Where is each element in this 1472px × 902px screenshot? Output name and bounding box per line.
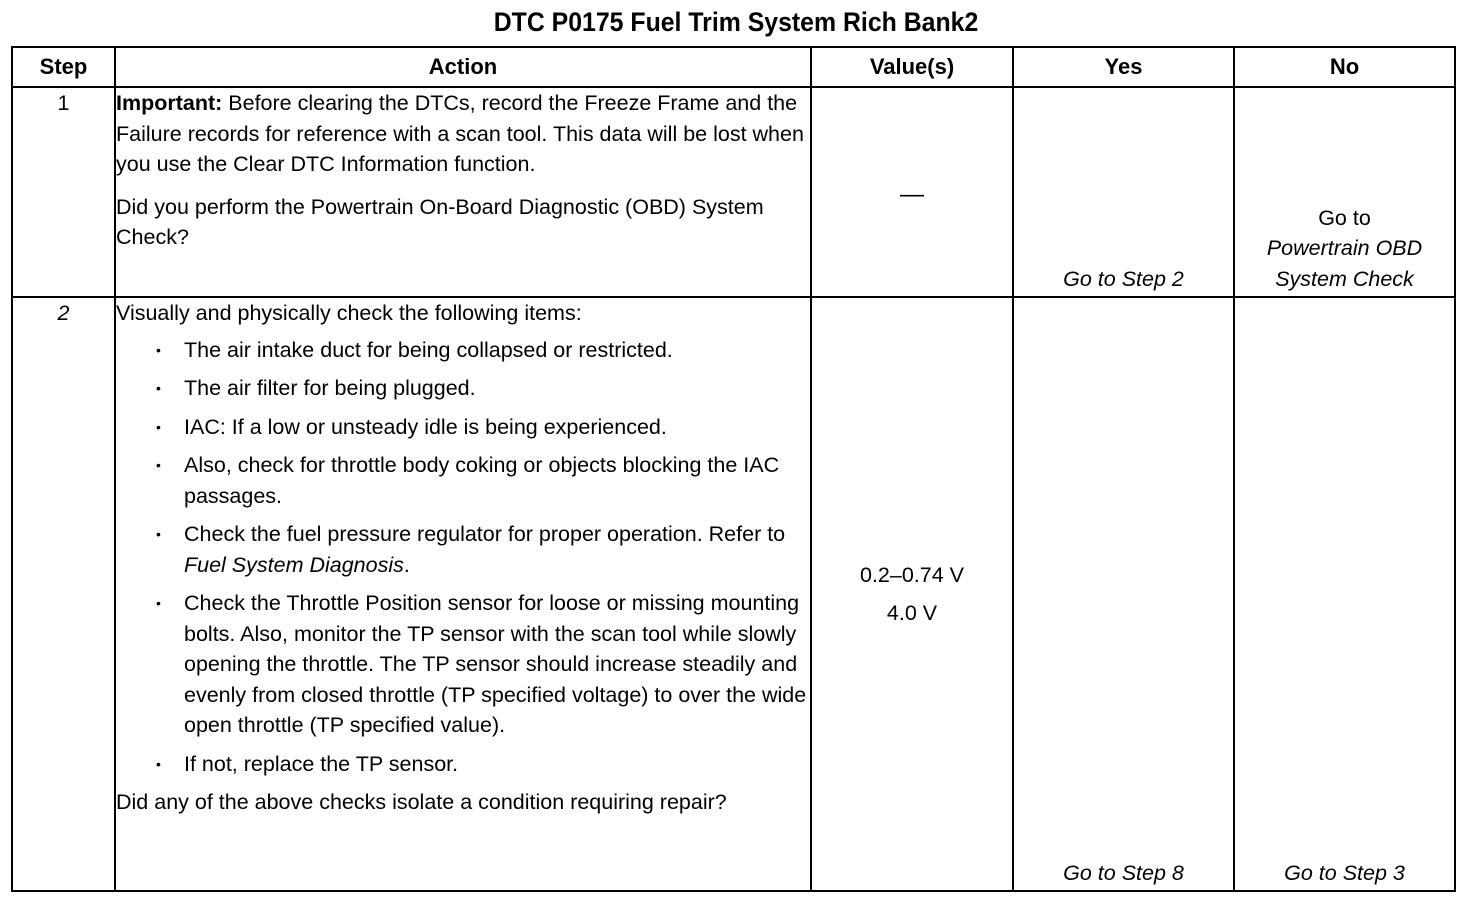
header-yes: Yes [1013,47,1234,87]
diagnostic-table [11,46,1456,892]
no-goto-prefix: Go to [1318,205,1371,230]
value-tp-voltage: 4.0 V [886,601,938,625]
no-cell [1234,297,1455,891]
check-list [116,335,810,780]
value-dash: — [900,181,924,208]
important-text: Before clearing the DTCs, record the Freeze Frame and the Failure records for reference with a scan tool. This data will be lost when you use the Clear DTC Information function. [116,91,804,176]
important-label: Important: [116,91,223,115]
yes-goto-link[interactable]: Go to Step 8 [1063,860,1184,885]
check-item-text: Check the fuel pressure regulator for proper operation. Refer to [184,522,786,546]
no-goto-link[interactable]: Powertrain OBD System Check [1266,236,1423,291]
header-step: Step [12,47,115,87]
important-note [116,88,810,180]
no-goto [1235,203,1454,295]
check-item: • The air intake duct for being collapsed or restricted. [184,335,810,366]
value-cell [811,297,1013,891]
step-intro: Visually and physically check the following items: [116,301,582,325]
fuel-system-diagnosis-link[interactable]: Fuel System Diagnosis [184,552,404,577]
value-tp-voltage-range: 0.2–0.74 V [859,563,964,587]
check-item: • If not, replace the TP sensor. [184,749,810,780]
page-title: DTC P0175 Fuel Trim System Rich Bank2 [493,7,979,37]
table-header-row [12,47,1455,87]
check-item: • The air filter for being plugged. [184,373,810,404]
yes-cell [1013,87,1234,297]
action-cell [115,297,811,891]
table-row [12,87,1455,297]
step-number: 2 [12,297,115,891]
value-list [812,556,1012,632]
yes-cell [1013,297,1234,891]
table-row [12,297,1455,891]
action-cell [115,87,811,297]
check-item-end: . [403,552,410,577]
header-no: No [1234,47,1455,87]
check-item: • IAC: If a low or unsteady idle is being experienced. [184,412,810,443]
no-goto-link[interactable]: Go to Step 3 [1284,860,1405,885]
yes-goto-link[interactable]: Go to Step 2 [1063,266,1184,291]
step-question: Did any of the above checks isolate a condition requiring repair? [116,790,727,814]
step-number: 1 [12,87,115,297]
header-values: Value(s) [811,47,1013,87]
check-item [184,519,810,580]
no-cell [1234,87,1455,297]
header-action: Action [115,47,811,87]
check-item: • Also, check for throttle body coking or objects blocking the IAC passages. [184,450,810,511]
value-cell [811,87,1013,297]
step-question: Did you perform the Powertrain On-Board Diagnostic (OBD) System Check? [116,194,764,249]
check-item: • Check the Throttle Position sensor for loose or missing mounting bolts. Also, monitor the TP sensor with the scan tool while slowly opening the throttle. The TP sensor should increase steadily and evenly from closed throttle (TP specified voltage) to over the wide open throttle (TP specified value). [184,588,810,741]
